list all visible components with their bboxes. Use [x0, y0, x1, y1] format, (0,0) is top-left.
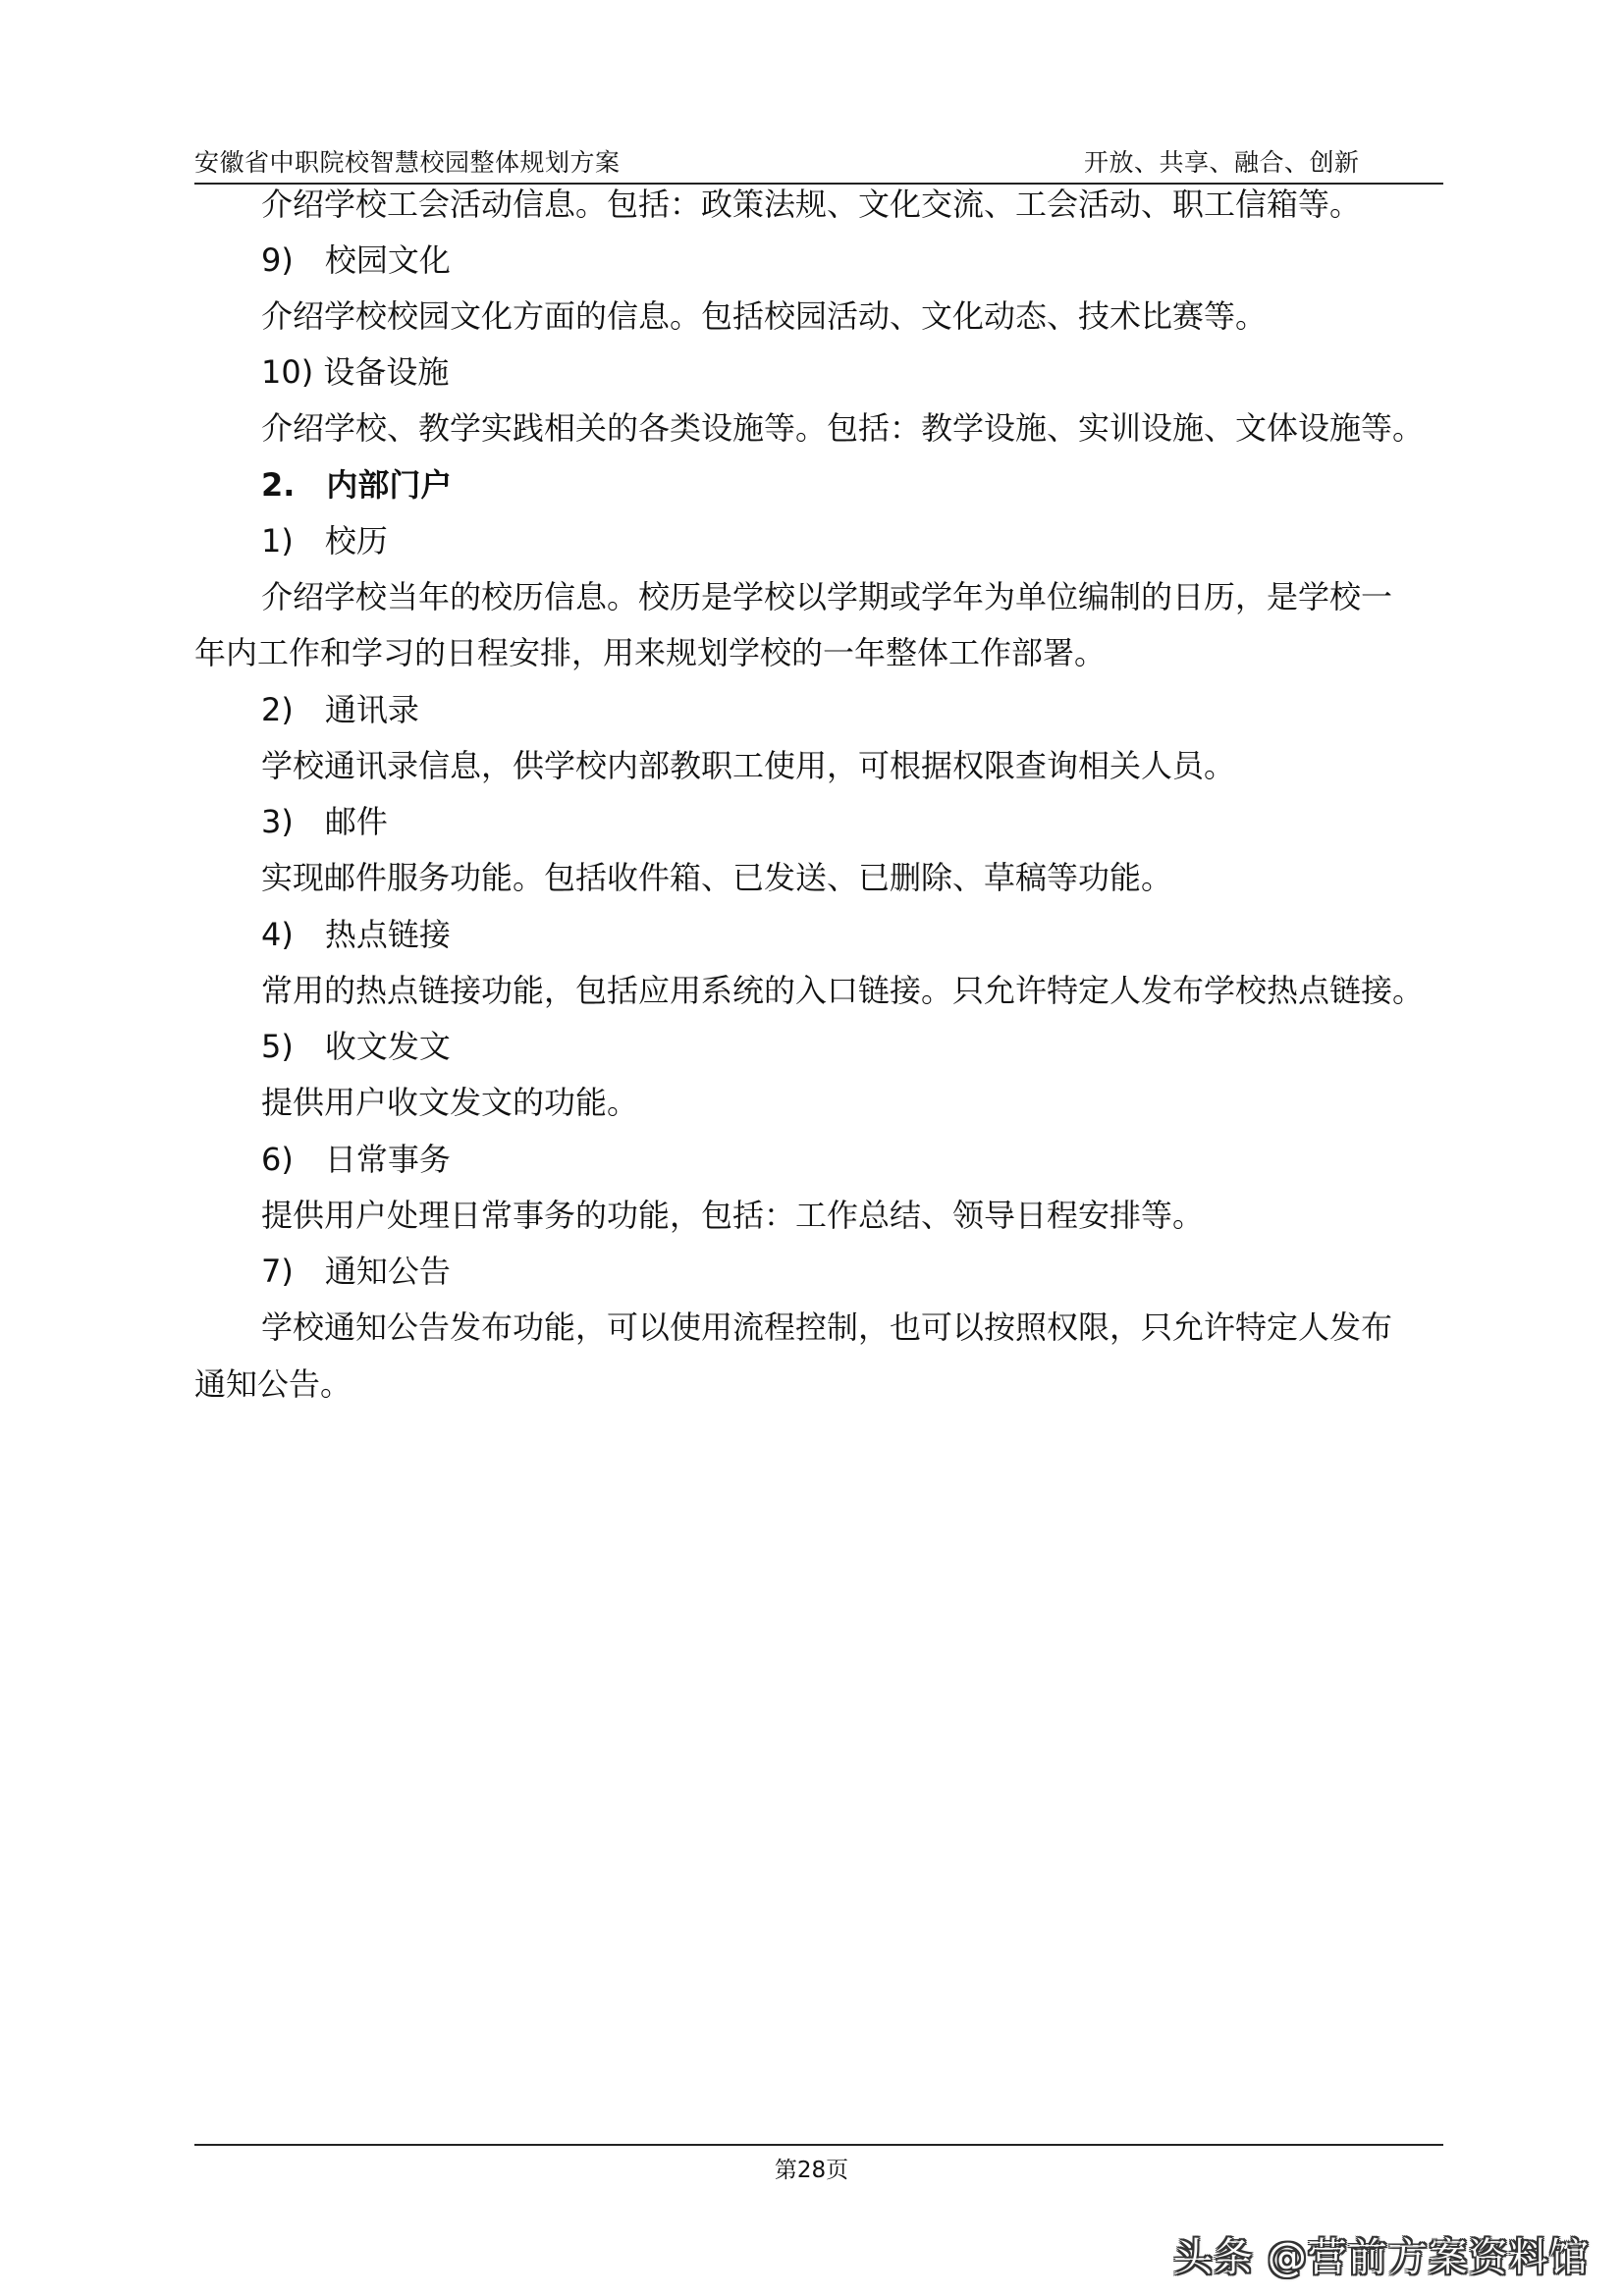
paragraph-school-calendar-line1: 介绍学校当年的校历信息。校历是学校以学期或学年为单位编制的日历，是学校一: [261, 578, 1393, 615]
footer-divider: [194, 2144, 1443, 2146]
heading-hot-links: 4) 热点链接: [261, 916, 451, 953]
section-heading-internal-portal: 2. 内部门户: [261, 466, 453, 504]
paragraph-facilities: 介绍学校、教学实践相关的各类设施等。包括：教学设施、实训设施、文体设施等。: [261, 409, 1425, 447]
heading-facilities: 10) 设备设施: [261, 353, 450, 391]
document-title: 安徽省中职院校智慧校园整体规划方案: [194, 148, 621, 177]
paragraph-mail: 实现邮件服务功能。包括收件箱、已发送、已删除、草稿等功能。: [261, 859, 1173, 896]
heading-school-calendar: 1) 校历: [261, 522, 388, 560]
paragraph-notices-line1: 学校通知公告发布功能，可以使用流程控制，也可以按照权限，只允许特定人发布: [261, 1308, 1393, 1346]
heading-mail: 3) 邮件: [261, 803, 388, 840]
heading-notices: 7) 通知公告: [261, 1253, 451, 1290]
paragraph-campus-culture: 介绍学校校园文化方面的信息。包括校园活动、文化动态、技术比赛等。: [261, 297, 1268, 335]
heading-address-book: 2) 通讯录: [261, 691, 419, 728]
paragraph-notices-line2: 通知公告。: [194, 1365, 352, 1403]
paragraph-hot-links: 常用的热点链接功能，包括应用系统的入口链接。只允许特定人发布学校热点链接。: [261, 972, 1425, 1009]
document-slogan: 开放、共享、融合、创新: [1084, 148, 1360, 177]
page-header: [194, 137, 1443, 185]
paragraph-address-book: 学校通讯录信息，供学校内部教职工使用，可根据权限查询相关人员。: [261, 747, 1236, 784]
heading-campus-culture: 9) 校园文化: [261, 241, 451, 279]
page-number: 第28页: [774, 2158, 849, 2183]
heading-daily-affairs: 6) 日常事务: [261, 1141, 451, 1178]
paragraph-document-flow: 提供用户收文发文的功能。: [261, 1084, 639, 1121]
paragraph-school-calendar-line2: 年内工作和学习的日程安排，用来规划学校的一年整体工作部署。: [194, 634, 1107, 671]
paragraph-daily-affairs: 提供用户处理日常事务的功能，包括：工作总结、领导日程安排等。: [261, 1197, 1205, 1234]
paragraph-union-info: 介绍学校工会活动信息。包括：政策法规、文化交流、工会活动、职工信箱等。: [261, 186, 1362, 223]
source-watermark: 头条 @营前方案资料馆: [1173, 2235, 1590, 2280]
heading-document-flow: 5) 收文发文: [261, 1028, 451, 1065]
